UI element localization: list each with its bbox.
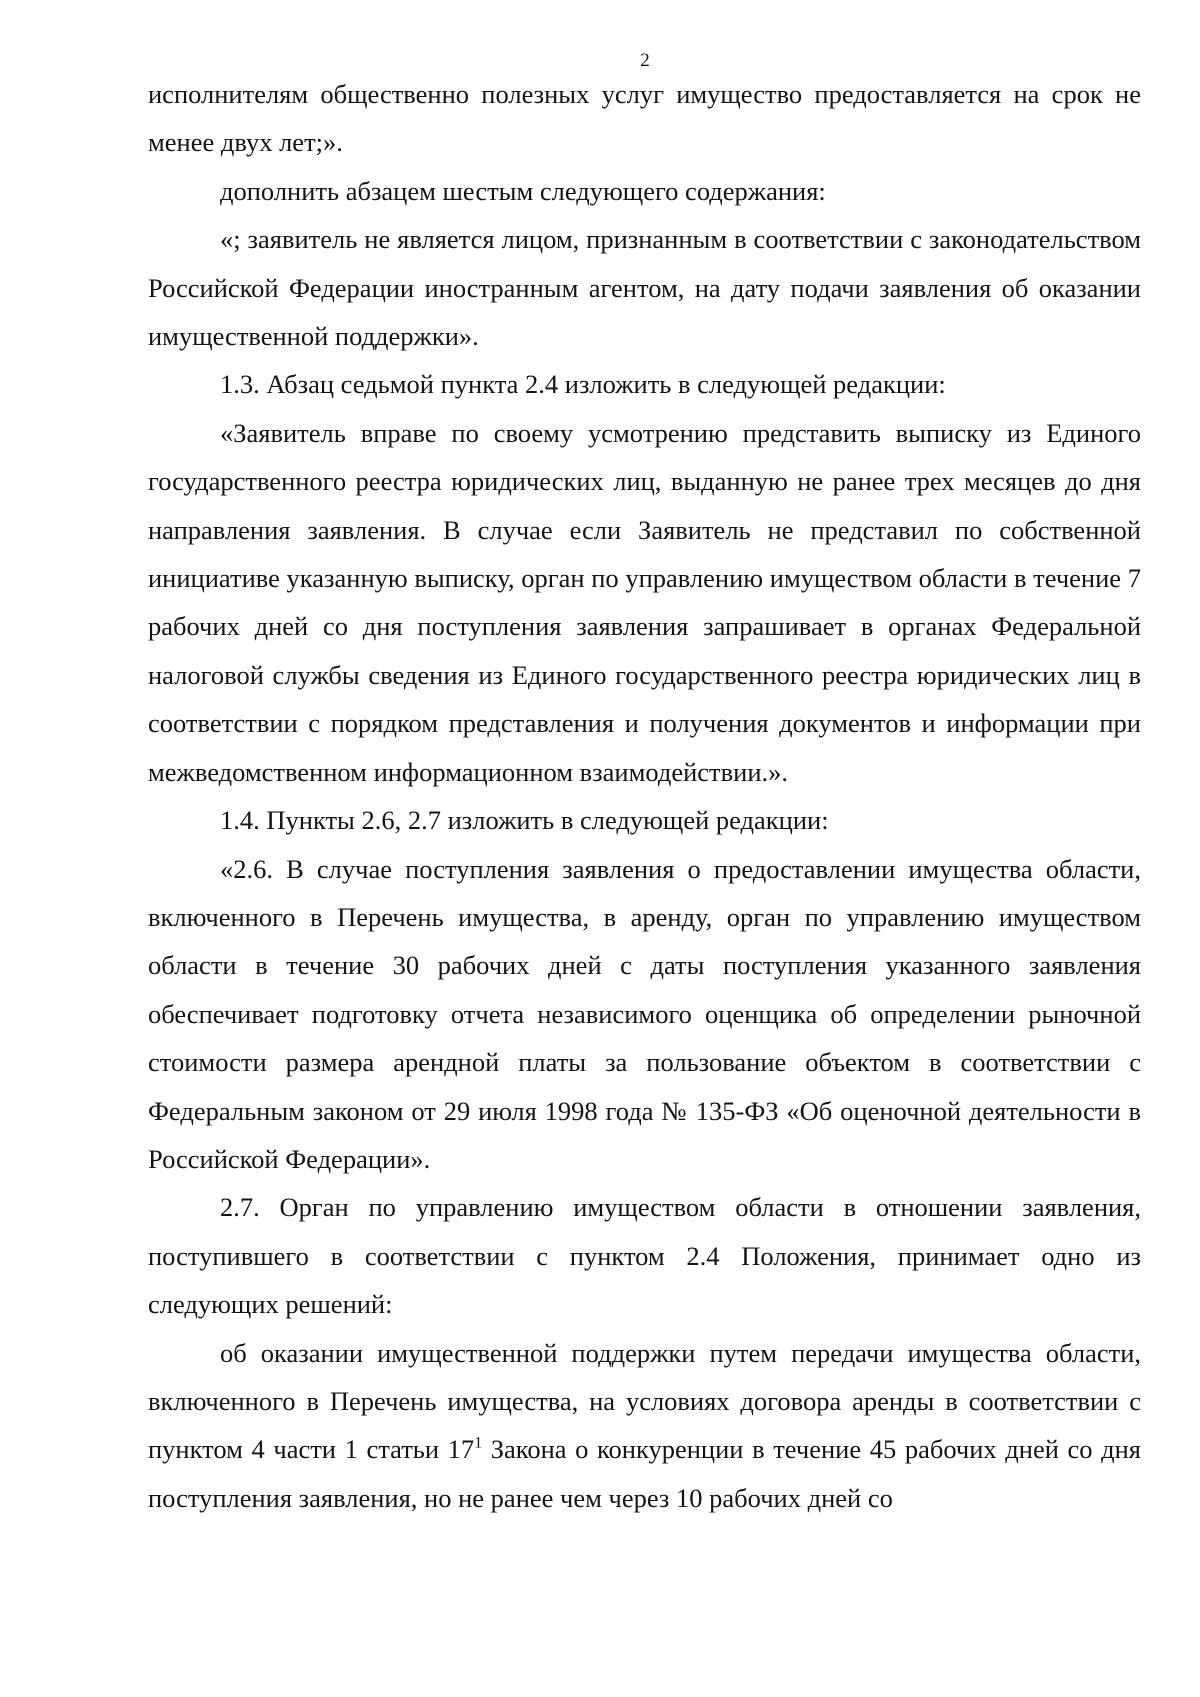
paragraph-9-text-after: Закона о конкуренции в течение 45 рабочих дней со дня поступления заявления, но не ранее чем через 10 рабочих дней со (148, 1434, 1141, 1513)
document-body (148, 70, 1141, 1522)
page-number: 2 (640, 50, 650, 71)
paragraph-3: «; заявитель не является лицом, признанным в соответствии с законодательством Российской Федерации иностранным агентом, на дату подачи заявления об оказании имущественной поддержки». (148, 224, 1141, 352)
paragraph-9 (148, 1329, 1141, 1523)
paragraph-6-heading: 1.4. Пункты 2.6, 2.7 изложить в следующей редакции: (220, 805, 829, 836)
paragraph-7: «2.6. В случае поступления заявления о предоставлении имущества области, включенного в Перечень имущества, в аренду, орган по управлению имуществом области в течение 30 рабочих дней с даты поступления указанного заявления обеспечивает подготовку отчета независимого оценщика об определении рыночной стоимости размера арендной платы за пользование объектом в соответствии с Федеральным законом от 29 июля 1998 года № 135-ФЗ «Об оценочной деятельности в Российской Федерации». (148, 853, 1141, 1174)
paragraph-8: 2.7. Орган по управлению имуществом области в отношении заявления, поступившего в соответствии с пунктом 2.4 Положения, принимает одно из следующих решений: (148, 1192, 1141, 1320)
paragraph-5: «Заявитель вправе по своему усмотрению представить выписку из Единого государственного реестра юридических лиц, выданную не ранее трех месяцев до дня направления заявления. В случае если Заявитель не представил по собственной инициативе указанную выписку, орган по управлению имуществом области в течение 7 рабочих дней со дня поступления заявления запрашивает в органах Федеральной налоговой службы сведения из Единого государственного реестра юридических лиц в соответствии с порядком представления и получения документов и информации при межведомственном информационном взаимодействии.». (148, 417, 1141, 787)
paragraph-9-text-before: об оказании имущественной поддержки путем передачи имущества области, включенного в Перечень имущества, на условиях договора аренды в соответствии с пунктом 4 части 1 статьи 17 (148, 1337, 1141, 1465)
superscript-article-index: 1 (474, 1435, 483, 1453)
paragraph-1: исполнителям общественно полезных услуг имущество предоставляется на срок не менее двух лет;». (148, 79, 1141, 158)
paragraph-4-heading: 1.3. Абзац седьмой пункта 2.4 изложить в следующей редакции: (220, 369, 946, 400)
paragraph-2: дополнить абзацем шестым следующего содержания: (220, 175, 826, 206)
